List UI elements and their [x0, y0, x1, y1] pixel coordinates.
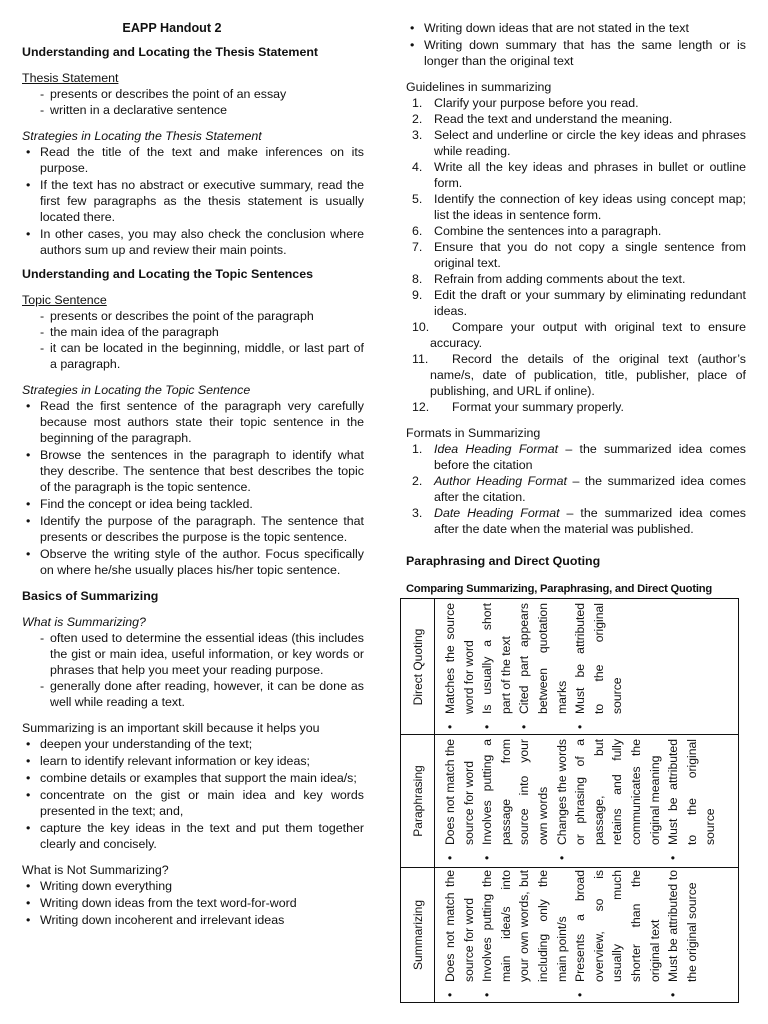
- table-caption: Comparing Summarizing, Paraphrasing, and Direct Quoting: [406, 583, 713, 595]
- list-item: • Does not match the source for word: [441, 870, 478, 1000]
- list-item: • capture the key ideas in the text and put them together clearly and concisely.: [22, 820, 364, 852]
- list-item: • Changes the words or phrasing of a passage, but retains and fully communicates the original meaning: [553, 739, 665, 863]
- right-column: [406, 0, 746, 597]
- important-label: Summarizing is an important skill because it helps you: [22, 721, 320, 735]
- list-item: • If the text has no abstract or executive summary, read the first few paragraphs as the thesis statement is usually located there.: [22, 177, 364, 225]
- heading-summarizing: Basics of Summarizing: [22, 589, 159, 603]
- important-points: [22, 736, 364, 852]
- row-points: [441, 739, 720, 863]
- not-points: [22, 878, 364, 928]
- list-item: • Writing down ideas that are not stated in the text: [406, 20, 746, 36]
- list-item: 1. Idea Heading Format – the summarized idea comes before the citation: [412, 442, 746, 472]
- list-item: 3. Date Heading Format – the summarized idea comes after the date when the material was published.: [412, 506, 746, 536]
- list-item: 9. Edit the draft or your summary by eliminating redundant ideas.: [412, 288, 746, 318]
- topic-strategies-label: Strategies in Locating the Topic Sentence: [22, 383, 251, 397]
- guidelines-list: [406, 95, 746, 415]
- heading-paraphrasing: Paraphrasing and Direct Quoting: [406, 554, 601, 568]
- list-item: 2. Author Heading Format – the summarized idea comes after the citation.: [412, 474, 746, 504]
- what-label: What is Summarizing?: [22, 615, 146, 629]
- row-body: [435, 868, 738, 1002]
- list-item: 3. Select and underline or circle the key ideas and phrases while reading.: [412, 128, 746, 158]
- list-item: 1. Clarify your purpose before you read.: [412, 96, 639, 110]
- list-item: - written in a declarative sentence: [22, 102, 364, 118]
- list-item: • Is usually a short part of the text: [478, 603, 515, 732]
- topic-points: [22, 308, 364, 372]
- list-item: • Identify the purpose of the paragraph. The sentence that presents or describes the purpose is the topic sentence.: [22, 513, 364, 545]
- table-row-paraphrasing: [401, 735, 738, 867]
- list-item: 7. Ensure that you do not copy a single sentence from original text.: [412, 240, 746, 270]
- table-row-summarizing: [401, 868, 738, 1002]
- thesis-strategies-label: Strategies in Locating the Thesis Statement: [22, 129, 262, 143]
- list-item: • Matches the source word for word: [441, 603, 478, 732]
- thesis-label: Thesis Statement: [22, 71, 119, 85]
- heading-topic: Understanding and Locating the Topic Sentences: [22, 267, 313, 281]
- row-points: [441, 603, 627, 732]
- thesis-strategies: [22, 144, 364, 258]
- list-item: • Read the first sentence of the paragraph very carefully because most authors state their topic sentence in the beginning of the paragraph.: [22, 398, 364, 446]
- list-item: 6. Combine the sentences into a paragraph.: [412, 224, 662, 238]
- list-item: 8. Refrain from adding comments about the text.: [412, 272, 686, 286]
- row-header: Direct Quoting: [401, 599, 435, 734]
- list-item: - it can be located in the beginning, middle, or last part of a paragraph.: [22, 340, 364, 372]
- list-item: • Writing down summary that has the same length or is longer than the original text: [406, 37, 746, 69]
- list-item: • learn to identify relevant information or key ideas;: [22, 753, 364, 769]
- list-item: 10. Compare your output with original text to ensure accuracy.: [412, 320, 746, 350]
- formats-label: Formats in Summarizing: [406, 426, 541, 440]
- heading-thesis: Understanding and Locating the Thesis Statement: [22, 45, 319, 59]
- left-column: [22, 0, 364, 929]
- list-item: • Must be attributed to the original source: [664, 870, 701, 1000]
- list-item: 5. Identify the connection of key ideas using concept map; list the ideas in sentence form.: [412, 192, 746, 222]
- thesis-points: [22, 86, 364, 118]
- list-item: - generally done after reading, however, it can be done as well while reading a text.: [22, 678, 364, 710]
- not-points-continued: [406, 20, 746, 69]
- list-item: • Must be attributed to the original source: [664, 739, 720, 863]
- list-item: • Cited part appears between quotation marks: [515, 603, 571, 732]
- row-body: [435, 735, 738, 867]
- what-points: [22, 630, 364, 710]
- row-points: [441, 870, 701, 1000]
- list-item: • Find the concept or idea being tackled.: [22, 496, 364, 512]
- list-item: • Read the title of the text and make inferences on its purpose.: [22, 144, 364, 176]
- row-header: Summarizing: [401, 868, 435, 1002]
- list-item: • Presents a broad overview, so is usually much shorter than the original text: [571, 870, 664, 1000]
- list-item: - presents or describes the point of the paragraph: [22, 308, 364, 324]
- list-item: • Observe the writing style of the author. Focus specifically on where he/she usually places his/her topic sentence.: [22, 546, 364, 578]
- list-item: 11. Record the details of the original text (author’s name/s, date of publication, title, publisher, place of publishing, and URL if online).: [412, 352, 746, 398]
- list-item: • Writing down ideas from the text word-for-word: [22, 895, 364, 911]
- list-item: • concentrate on the gist or main idea and key words presented in the text; and,: [22, 787, 364, 819]
- row-header: Paraphrasing: [401, 735, 435, 867]
- list-item: 2. Read the text and understand the meaning.: [412, 112, 673, 126]
- list-item: 4. Write all the key ideas and phrases in bullet or outline form.: [412, 160, 746, 190]
- guidelines-label: Guidelines in summarizing: [406, 80, 552, 94]
- list-item: • Writing down incoherent and irrelevant ideas: [22, 912, 364, 928]
- list-item: • Involves putting the main idea/s into your own words, but including only the main point/s: [478, 870, 571, 1000]
- list-item: • In other cases, you may also check the conclusion where authors sum up and review their main points.: [22, 226, 364, 258]
- topic-strategies: [22, 398, 364, 578]
- list-item: - often used to determine the essential ideas (this includes the gist or main idea, useful information, or key words or phrases that help you meet your reading purpose.: [22, 630, 364, 678]
- list-item: - the main idea of the paragraph: [22, 324, 364, 340]
- list-item: • Writing down everything: [22, 878, 364, 894]
- formats-list: [406, 441, 746, 537]
- table-row-direct-quoting: [401, 599, 738, 734]
- list-item: • Must be attributed to the original source: [571, 603, 627, 732]
- list-item: • deepen your understanding of the text;: [22, 736, 364, 752]
- list-item: • combine details or examples that support the main idea/s;: [22, 770, 364, 786]
- list-item: • Browse the sentences in the paragraph to identify what they describe. The sentence that best describes the topic of the paragraph is the topic sentence.: [22, 447, 364, 495]
- list-item: 12. Format your summary properly.: [412, 400, 624, 414]
- not-label: What is Not Summarizing?: [22, 863, 169, 877]
- page-title: EAPP Handout 2: [122, 21, 222, 35]
- list-item: - presents or describes the point of an essay: [22, 86, 364, 102]
- list-item: • Does not match the source for word: [441, 739, 478, 863]
- list-item: • Involves putting a passage from source into your own words: [478, 739, 552, 863]
- row-body: [435, 599, 738, 734]
- topic-label: Topic Sentence: [22, 293, 107, 307]
- comparison-table: [400, 598, 739, 1003]
